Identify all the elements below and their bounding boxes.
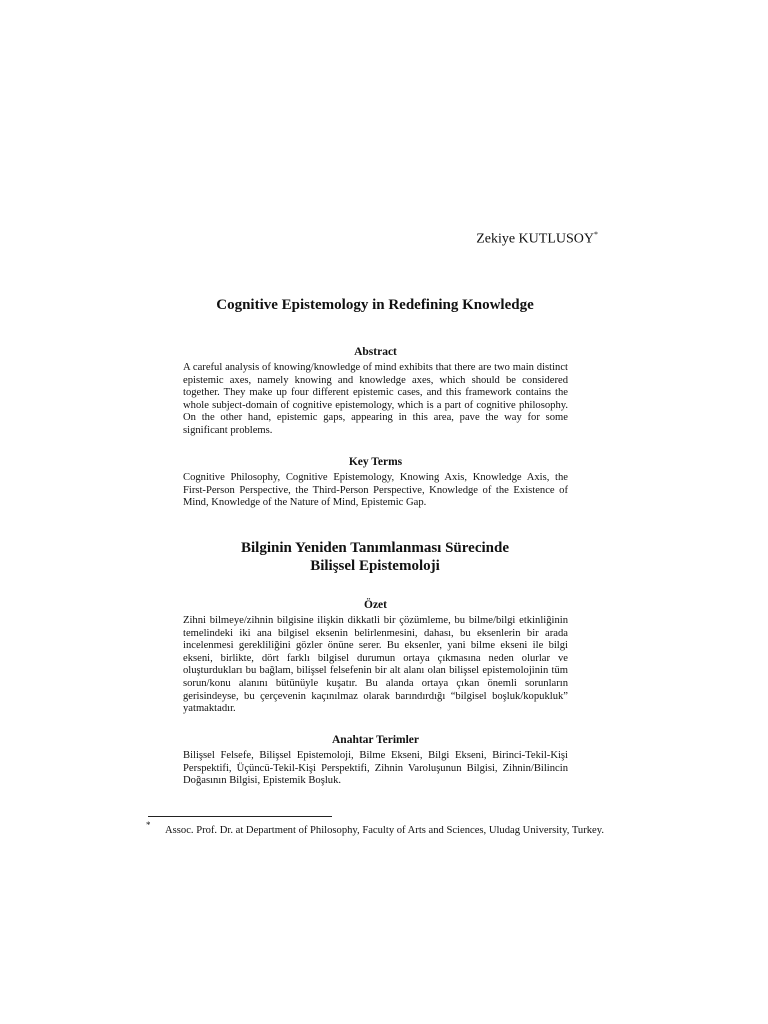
footnote-separator — [148, 816, 332, 817]
key-terms-heading: Key Terms — [348, 456, 403, 468]
anahtar-terimler-heading: Anahtar Terimler — [332, 734, 419, 746]
author-line — [476, 230, 598, 248]
ozet-heading: Özet — [364, 599, 387, 611]
ozet-text: Zihni bilmeye/zihnin bilgisine ilişkin dikkatli bir çözümleme, bu bilme/bilgi etkinliğinin temelindeki iki ana bilgisel eksenin belirlenmesini, dahası, bu eksenlerin bir arada incelenmesi gerekliliğini gözler önüne serer. Bu eksenler, yani bilme ekseni ile bilgi ekseni, birlikte, dört farklı bilgisel durumun ortaya çıkmasına neden olurlar ve oluşturdukları bu bağlam, bilişsel felsefenin bir alt alanı olan bilişsel epistemolojinin tüm sorun/konu alanını bütünüyle kuşatır. Bu alanda ortaya çıkan önemli sorunların gerisindeyse, bu çerçevenin kaçınılmaz olarak barındırdığı “bilgisel boşluk/kopukluk” yatmaktadır. — [183, 615, 568, 715]
anahtar-terimler-text: Bilişsel Felsefe, Bilişsel Epistemoloji, Bilme Ekseni, Bilgi Ekseni, Birinci-Tekil-Kişi Perspektifi, Üçüncü-Tekil-Kişi Perspektifi, Zihnin Varoluşunun Bilgisi, Zihnin/Bilincin Doğasının Bilgisi, Epistemik Boşluk. — [183, 750, 568, 787]
english-title: Cognitive Epistemology in Redefining Knowledge — [216, 297, 534, 313]
turkish-title-line-1: Bilginin Yeniden Tanımlanması Sürecinde — [240, 540, 509, 556]
footnote-marker: * — [146, 820, 151, 830]
abstract-text: A careful analysis of knowing/knowledge of mind exhibits that there are two main distinct epistemic axes, namely knowing and knowledge axes, which should be considered together. They make up four different epistemic cases, and this framework contains the whole subject-domain of cognitive epistemology, which is a part of cognitive philosophy. On the other hand, epistemic gaps, appearing in this area, pave the way for some significant problems. — [183, 362, 568, 436]
footnote-text: Assoc. Prof. Dr. at Department of Philosophy, Faculty of Arts and Sciences, Uludag University, Turkey. — [165, 825, 604, 836]
key-terms-text: Cognitive Philosophy, Cognitive Epistemology, Knowing Axis, Knowledge Axis, the First-Person Perspective, the Third-Person Perspective, Knowledge of the Existence of Mind, Knowledge of the Nature of Mind, Epistemic Gap. — [183, 472, 568, 509]
abstract-heading: Abstract — [354, 346, 397, 358]
turkish-title — [150, 539, 600, 575]
turkish-title-line-2: Bilişsel Epistemoloji — [310, 558, 440, 574]
author-footnote-marker: * — [594, 230, 598, 239]
author-name: Zekiye KUTLUSOY — [476, 231, 594, 247]
